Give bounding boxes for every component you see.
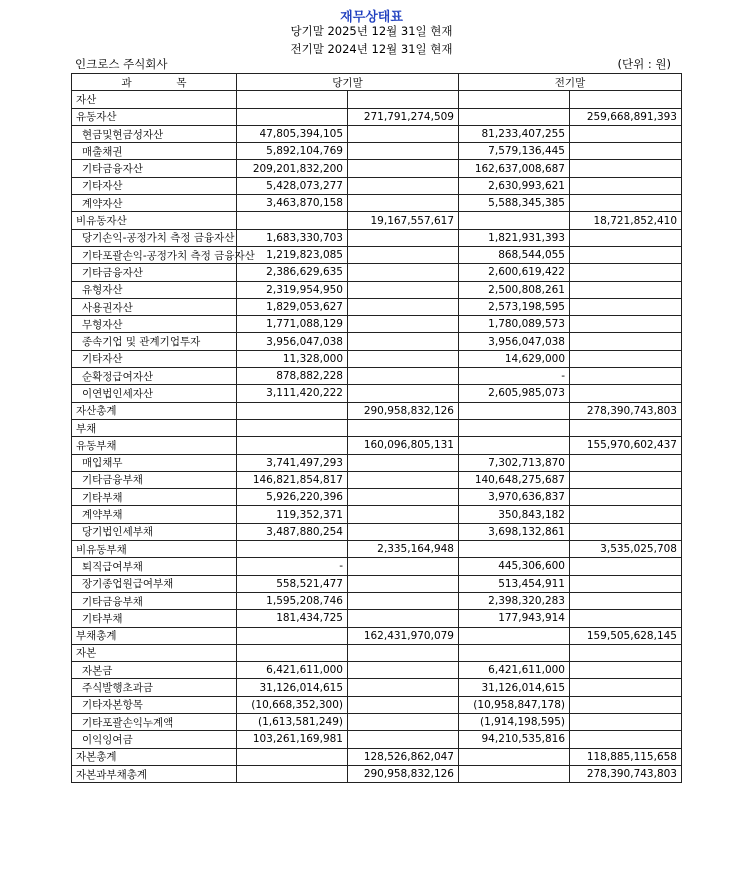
prior-detail-cell: 3,698,132,861: [459, 523, 570, 540]
current-total-cell: [348, 91, 459, 108]
account-label: 유동부채: [72, 437, 237, 454]
current-detail-cell: 5,926,220,396: [237, 489, 348, 506]
prior-total-cell: [570, 610, 682, 627]
table-row: [72, 523, 682, 540]
prior-detail-cell: 140,648,275,687: [459, 471, 570, 488]
account-label: 자본: [72, 644, 237, 661]
prior-total-cell: [570, 229, 682, 246]
table-row: [72, 558, 682, 575]
table-row: [72, 471, 682, 488]
prior-total-cell: [570, 281, 682, 298]
table-row: [72, 748, 682, 765]
prior-detail-cell: 5,588,345,385: [459, 195, 570, 212]
current-detail-cell: 3,111,420,222: [237, 385, 348, 402]
table-row: [72, 437, 682, 454]
prior-detail-cell: 94,210,535,816: [459, 731, 570, 748]
prior-detail-cell: [459, 437, 570, 454]
current-detail-cell: -: [237, 558, 348, 575]
account-label: 기타포괄손익누계액: [72, 713, 237, 730]
current-total-cell: [348, 246, 459, 263]
current-detail-cell: 1,683,330,703: [237, 229, 348, 246]
prior-total-cell: [570, 143, 682, 160]
prior-detail-cell: 445,306,600: [459, 558, 570, 575]
prior-total-cell: [570, 333, 682, 350]
prior-detail-cell: 3,970,636,837: [459, 489, 570, 506]
current-detail-cell: 2,319,954,950: [237, 281, 348, 298]
prior-detail-cell: 2,605,985,073: [459, 385, 570, 402]
current-detail-cell: 6,421,611,000: [237, 662, 348, 679]
prior-total-cell: [570, 558, 682, 575]
table-row: [72, 368, 682, 385]
prior-detail-cell: 2,398,320,283: [459, 592, 570, 609]
prior-total-cell: 3,535,025,708: [570, 541, 682, 558]
prior-detail-cell: 7,579,136,445: [459, 143, 570, 160]
current-detail-cell: 1,771,088,129: [237, 316, 348, 333]
account-label: 매입채무: [72, 454, 237, 471]
prior-detail-cell: 350,843,182: [459, 506, 570, 523]
prior-detail-cell: [459, 91, 570, 108]
prior-detail-cell: 14,629,000: [459, 350, 570, 367]
current-detail-cell: 1,219,823,085: [237, 246, 348, 263]
table-row: [72, 713, 682, 730]
current-detail-cell: 5,428,073,277: [237, 177, 348, 194]
account-label: 현금및현금성자산: [72, 125, 237, 142]
prior-detail-cell: [459, 765, 570, 782]
prior-total-cell: [570, 419, 682, 436]
current-detail-cell: 146,821,854,817: [237, 471, 348, 488]
table-row: [72, 316, 682, 333]
current-total-cell: [348, 471, 459, 488]
current-detail-cell: [237, 402, 348, 419]
account-label: 부채: [72, 419, 237, 436]
prior-detail-cell: 2,500,808,261: [459, 281, 570, 298]
account-label: 이연법인세자산: [72, 385, 237, 402]
account-label: 퇴직급여부채: [72, 558, 237, 575]
account-label: 기타금융자산: [72, 264, 237, 281]
current-total-cell: [348, 264, 459, 281]
prior-total-cell: [570, 246, 682, 263]
prior-total-cell: 18,721,852,410: [570, 212, 682, 229]
account-label: 주식발행초과금: [72, 679, 237, 696]
account-label: 기타금융자산: [72, 160, 237, 177]
table-row: [72, 696, 682, 713]
prior-detail-cell: 513,454,911: [459, 575, 570, 592]
account-label: 기타금융부채: [72, 471, 237, 488]
table-row: [72, 350, 682, 367]
table-row: [72, 177, 682, 194]
prior-detail-cell: 81,233,407,255: [459, 125, 570, 142]
table-row: [72, 765, 682, 782]
account-label: 종속기업 및 관계기업투자: [72, 333, 237, 350]
current-detail-cell: 3,487,880,254: [237, 523, 348, 540]
current-detail-cell: 3,956,047,038: [237, 333, 348, 350]
current-detail-cell: [237, 212, 348, 229]
balance-sheet-table: [71, 73, 682, 783]
prior-total-cell: [570, 195, 682, 212]
prior-total-cell: [570, 731, 682, 748]
current-detail-cell: [237, 644, 348, 661]
prior-total-cell: [570, 125, 682, 142]
account-label: 계약부채: [72, 506, 237, 523]
table-row: [72, 246, 682, 263]
current-detail-cell: 209,201,832,200: [237, 160, 348, 177]
current-detail-cell: [237, 108, 348, 125]
account-label: 이익잉여금: [72, 731, 237, 748]
prior-total-cell: [570, 679, 682, 696]
subject-column-header: [72, 74, 237, 91]
account-label: 기타자산: [72, 350, 237, 367]
current-total-cell: [348, 696, 459, 713]
current-total-cell: 290,958,832,126: [348, 765, 459, 782]
table-row: [72, 575, 682, 592]
current-total-cell: 162,431,970,079: [348, 627, 459, 644]
prior-total-cell: [570, 523, 682, 540]
table-row: [72, 108, 682, 125]
prior-total-cell: [570, 592, 682, 609]
prior-total-cell: [570, 713, 682, 730]
current-total-cell: [348, 610, 459, 627]
current-detail-cell: 11,328,000: [237, 350, 348, 367]
prior-detail-cell: 177,943,914: [459, 610, 570, 627]
current-detail-cell: [237, 419, 348, 436]
current-total-cell: 290,958,832,126: [348, 402, 459, 419]
current-detail-cell: 3,741,497,293: [237, 454, 348, 471]
prior-total-cell: [570, 471, 682, 488]
prior-detail-cell: (1,914,198,595): [459, 713, 570, 730]
prior-detail-cell: 2,630,993,621: [459, 177, 570, 194]
prior-detail-cell: 2,600,619,422: [459, 264, 570, 281]
account-label: 자산: [72, 91, 237, 108]
table-row: [72, 281, 682, 298]
prior-total-cell: [570, 177, 682, 194]
current-total-cell: [348, 160, 459, 177]
current-detail-cell: 3,463,870,158: [237, 195, 348, 212]
account-label: 비유동부채: [72, 541, 237, 558]
current-total-cell: [348, 316, 459, 333]
current-total-cell: [348, 125, 459, 142]
table-row: [72, 143, 682, 160]
table-row: [72, 91, 682, 108]
prior-total-cell: [570, 160, 682, 177]
account-label: 당기법인세부채: [72, 523, 237, 540]
current-total-cell: [348, 679, 459, 696]
table-row: [72, 160, 682, 177]
current-detail-cell: 5,892,104,769: [237, 143, 348, 160]
table-row: [72, 679, 682, 696]
current-total-cell: [348, 385, 459, 402]
current-total-cell: [348, 281, 459, 298]
account-label: 자산총계: [72, 402, 237, 419]
subject-header-char-1: 과: [121, 76, 132, 89]
table-row: [72, 385, 682, 402]
account-label: 자본과부채총계: [72, 765, 237, 782]
table-row: [72, 419, 682, 436]
current-total-cell: 160,096,805,131: [348, 437, 459, 454]
current-total-cell: [348, 558, 459, 575]
prior-detail-cell: 31,126,014,615: [459, 679, 570, 696]
prior-total-cell: 278,390,743,803: [570, 765, 682, 782]
current-detail-cell: [237, 541, 348, 558]
current-total-cell: [348, 298, 459, 315]
prior-total-cell: [570, 298, 682, 315]
prior-total-cell: 259,668,891,393: [570, 108, 682, 125]
current-total-cell: 2,335,164,948: [348, 541, 459, 558]
current-detail-cell: 103,261,169,981: [237, 731, 348, 748]
account-label: 당기손익-공정가치 측정 금융자산: [72, 229, 237, 246]
table-row: [72, 333, 682, 350]
prior-detail-cell: [459, 402, 570, 419]
current-total-cell: [348, 454, 459, 471]
prior-detail-cell: [459, 627, 570, 644]
prior-total-cell: 278,390,743,803: [570, 402, 682, 419]
account-label: 기타자산: [72, 177, 237, 194]
account-label: 기타금융부채: [72, 592, 237, 609]
current-total-cell: [348, 333, 459, 350]
current-detail-cell: 2,386,629,635: [237, 264, 348, 281]
table-row: [72, 610, 682, 627]
account-label: 사용권자산: [72, 298, 237, 315]
current-detail-cell: 878,882,228: [237, 368, 348, 385]
table-row: [72, 592, 682, 609]
current-total-cell: [348, 575, 459, 592]
table-row: [72, 229, 682, 246]
current-period-column-header: 당기말: [237, 74, 459, 91]
current-detail-cell: 1,595,208,746: [237, 592, 348, 609]
account-label: 장기종업원급여부채: [72, 575, 237, 592]
prior-detail-cell: 1,780,089,573: [459, 316, 570, 333]
prior-detail-cell: 7,302,713,870: [459, 454, 570, 471]
account-label: 무형자산: [72, 316, 237, 333]
table-body: [72, 91, 682, 783]
table-row: [72, 489, 682, 506]
current-detail-cell: (1,613,581,249): [237, 713, 348, 730]
current-total-cell: [348, 644, 459, 661]
prior-total-cell: [570, 454, 682, 471]
current-detail-cell: 31,126,014,615: [237, 679, 348, 696]
prior-total-cell: [570, 489, 682, 506]
current-total-cell: [348, 731, 459, 748]
table-row: [72, 662, 682, 679]
current-detail-cell: [237, 437, 348, 454]
current-total-cell: [348, 177, 459, 194]
current-detail-cell: [237, 627, 348, 644]
table-row: [72, 264, 682, 281]
account-label: 기타자본항목: [72, 696, 237, 713]
account-label: 유동자산: [72, 108, 237, 125]
company-name: 인크로스 주식회사: [75, 57, 168, 71]
prior-detail-cell: [459, 541, 570, 558]
current-total-cell: 19,167,557,617: [348, 212, 459, 229]
table-row: [72, 731, 682, 748]
table-row: [72, 644, 682, 661]
current-total-cell: [348, 229, 459, 246]
account-label: 자본총계: [72, 748, 237, 765]
table-row: [72, 195, 682, 212]
table-row: [72, 506, 682, 523]
account-label: 기타부채: [72, 610, 237, 627]
prior-total-cell: [570, 316, 682, 333]
prior-detail-cell: 868,544,055: [459, 246, 570, 263]
current-total-cell: 128,526,862,047: [348, 748, 459, 765]
prior-total-cell: [570, 368, 682, 385]
account-label: 유형자산: [72, 281, 237, 298]
prior-detail-cell: 6,421,611,000: [459, 662, 570, 679]
current-total-cell: [348, 350, 459, 367]
current-detail-cell: [237, 765, 348, 782]
table-row: [72, 627, 682, 644]
prior-detail-cell: 3,956,047,038: [459, 333, 570, 350]
table-row: [72, 298, 682, 315]
current-detail-cell: 181,434,725: [237, 610, 348, 627]
current-total-cell: [348, 195, 459, 212]
current-total-cell: [348, 143, 459, 160]
prior-total-cell: [570, 506, 682, 523]
prior-detail-cell: [459, 108, 570, 125]
current-total-cell: [348, 713, 459, 730]
current-period-label: 당기말 2025년 12월 31일 현재: [290, 24, 453, 38]
table-row: [72, 125, 682, 142]
prior-total-cell: [570, 696, 682, 713]
prior-total-cell: [570, 350, 682, 367]
current-detail-cell: (10,668,352,300): [237, 696, 348, 713]
account-label: 비유동자산: [72, 212, 237, 229]
current-detail-cell: [237, 91, 348, 108]
account-label: 매출채권: [72, 143, 237, 160]
prior-detail-cell: (10,958,847,178): [459, 696, 570, 713]
prior-detail-cell: [459, 644, 570, 661]
account-label: 기타포괄손익-공정가치 측정 금융자산: [72, 246, 237, 263]
current-total-cell: [348, 419, 459, 436]
current-detail-cell: 47,805,394,105: [237, 125, 348, 142]
table-row: [72, 541, 682, 558]
table-header-row: [72, 74, 682, 91]
current-total-cell: [348, 523, 459, 540]
current-total-cell: 271,791,274,509: [348, 108, 459, 125]
prior-total-cell: [570, 385, 682, 402]
table-row: [72, 212, 682, 229]
prior-total-cell: [570, 91, 682, 108]
prior-total-cell: [570, 264, 682, 281]
prior-detail-cell: [459, 212, 570, 229]
account-label: 부채총계: [72, 627, 237, 644]
prior-period-label: 전기말 2024년 12월 31일 현재: [290, 42, 453, 56]
prior-detail-cell: 162,637,008,687: [459, 160, 570, 177]
account-label: 계약자산: [72, 195, 237, 212]
prior-detail-cell: 1,821,931,393: [459, 229, 570, 246]
prior-detail-cell: -: [459, 368, 570, 385]
prior-detail-cell: [459, 419, 570, 436]
current-total-cell: [348, 506, 459, 523]
account-label: 자본금: [72, 662, 237, 679]
table-row: [72, 454, 682, 471]
current-detail-cell: 119,352,371: [237, 506, 348, 523]
prior-total-cell: 118,885,115,658: [570, 748, 682, 765]
table-row: [72, 402, 682, 419]
document-title: 재무상태표: [340, 10, 403, 25]
prior-detail-cell: 2,573,198,595: [459, 298, 570, 315]
prior-total-cell: 159,505,628,145: [570, 627, 682, 644]
current-total-cell: [348, 368, 459, 385]
prior-total-cell: [570, 662, 682, 679]
current-total-cell: [348, 592, 459, 609]
current-detail-cell: [237, 748, 348, 765]
account-label: 순확정급여자산: [72, 368, 237, 385]
unit-label: (단위 : 원): [617, 57, 671, 71]
current-detail-cell: 1,829,053,627: [237, 298, 348, 315]
account-label: 기타부채: [72, 489, 237, 506]
current-total-cell: [348, 662, 459, 679]
prior-total-cell: 155,970,602,437: [570, 437, 682, 454]
prior-detail-cell: [459, 748, 570, 765]
prior-total-cell: [570, 575, 682, 592]
prior-period-column-header: 전기말: [459, 74, 682, 91]
subject-header-char-2: 목: [176, 76, 187, 89]
current-total-cell: [348, 489, 459, 506]
prior-total-cell: [570, 644, 682, 661]
current-detail-cell: 558,521,477: [237, 575, 348, 592]
